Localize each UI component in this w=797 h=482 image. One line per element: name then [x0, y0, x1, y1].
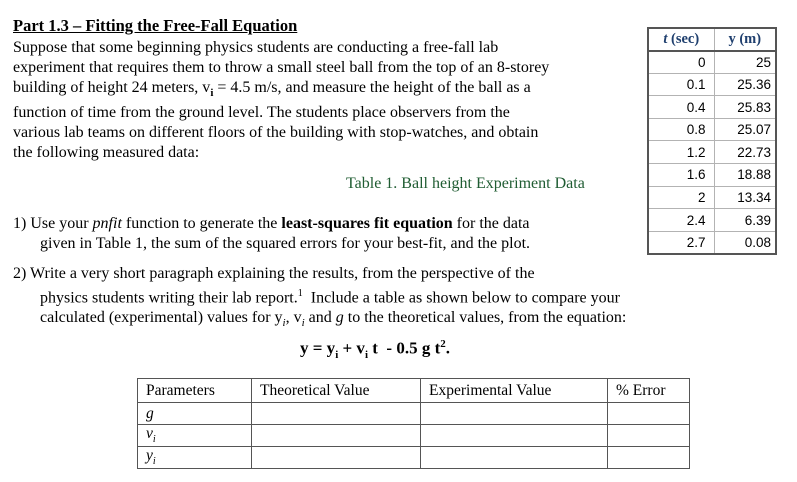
superscript: 2 [440, 338, 446, 350]
intro-line: experiment that requires them to throw a small steel ball from the top of an 8-storey [13, 59, 550, 76]
error-header: % Error [608, 379, 690, 403]
question-1-line [13, 214, 530, 234]
time-cell: 0.1 [648, 73, 714, 96]
empty-value-cell[interactable] [252, 403, 421, 425]
intro-line: Suppose that some beginning physics students are conducting a free-fall lab [13, 39, 499, 56]
empty-value-cell[interactable] [252, 447, 421, 469]
intro-line: various lab teams on different floors of the building with stop-watches, and obtain [13, 124, 539, 142]
subscript: i [282, 317, 286, 330]
q2-text: Include a table as shown below to compare your [302, 289, 620, 307]
table-row [138, 403, 690, 425]
q1-text: for the data [452, 215, 530, 232]
intro-line: function of time from the ground level. The students place observers from the [13, 104, 510, 122]
table-row [648, 96, 776, 119]
q2-text: to the theoretical values, from the equation: [343, 309, 627, 327]
height-header: y (m) [714, 28, 776, 51]
empty-value-cell[interactable] [421, 447, 608, 469]
height-cell: 22.73 [714, 141, 776, 164]
free-fall-equation [300, 338, 450, 361]
time-cell: 2.4 [648, 209, 714, 232]
parameter-symbol: g [146, 404, 154, 422]
q1-text: function to generate the [121, 215, 282, 232]
table-row [648, 73, 776, 96]
experimental-header: Experimental Value [421, 379, 608, 403]
height-cell: 13.34 [714, 186, 776, 209]
question-2-line [13, 308, 626, 333]
empty-value-cell[interactable] [252, 425, 421, 447]
time-cell: 1.2 [648, 141, 714, 164]
subscript: i [335, 349, 339, 362]
subscript: i [152, 434, 156, 446]
height-cell: 25.07 [714, 118, 776, 141]
measured-data-table [647, 27, 777, 255]
subscript: i [301, 317, 305, 330]
q1-text: 1) Use your [13, 215, 93, 232]
empty-value-cell[interactable] [608, 447, 690, 469]
empty-value-cell[interactable] [421, 403, 608, 425]
intro-line [13, 78, 623, 103]
empty-value-cell[interactable] [421, 425, 608, 447]
time-cell: 0.8 [648, 118, 714, 141]
parameter-symbol: v [146, 425, 153, 443]
height-cell: 25.83 [714, 96, 776, 119]
q1-emphasis: least-squares fit equation [281, 215, 453, 232]
comparison-table [137, 378, 690, 469]
q2-text: and [304, 309, 336, 327]
table-row [648, 118, 776, 141]
table-row [648, 51, 776, 74]
table-row [138, 425, 690, 447]
eq-part: y = y [300, 338, 336, 358]
table-header-row [138, 379, 690, 403]
time-cell: 0 [648, 51, 714, 74]
q2-text: , v [285, 309, 302, 327]
q2-text: calculated (experimental) values for y [40, 309, 283, 327]
time-cell: 2.7 [648, 231, 714, 254]
question-1 [13, 214, 530, 254]
intro-line-text: = 4.5 m/s, and measure the height of the ball as a [213, 79, 531, 96]
time-header: t (sec) [648, 28, 714, 51]
q1-function-name: pnfit [92, 215, 122, 232]
table-row [648, 231, 776, 254]
empty-value-cell[interactable] [608, 403, 690, 425]
subscript: i [152, 456, 156, 468]
eq-part: + v [338, 338, 365, 358]
question-2-line [13, 284, 626, 308]
subscript: i [210, 87, 214, 100]
intro-paragraph [13, 38, 623, 163]
height-cell: 18.88 [714, 164, 776, 187]
intro-line: the following measured data: [13, 144, 200, 162]
parameter-cell [138, 447, 252, 469]
table-row [138, 447, 690, 469]
height-cell: 6.39 [714, 209, 776, 232]
question-2-line: 2) Write a very short paragraph explaining the results, from the perspective of the [13, 265, 535, 282]
table-row [648, 141, 776, 164]
parameter-symbol: y [146, 447, 153, 465]
question-1-line: given in Table 1, the sum of the squared errors for your best-fit, and the plot. [40, 235, 531, 252]
table-row [648, 164, 776, 187]
time-cell: 2 [648, 186, 714, 209]
table-caption: Table 1. Ball height Experiment Data [346, 175, 585, 192]
parameter-cell [138, 403, 252, 425]
height-cell: 0.08 [714, 231, 776, 254]
table-header-row [648, 28, 776, 51]
table-row [648, 186, 776, 209]
height-cell: 25 [714, 51, 776, 74]
q2-text: physics students writing their lab report. [40, 289, 298, 307]
height-cell: 25.36 [714, 73, 776, 96]
footnote-marker: 1 [297, 288, 303, 299]
parameters-header: Parameters [138, 379, 252, 403]
question-2 [13, 264, 626, 334]
table-row [648, 209, 776, 232]
parameter-cell [138, 425, 252, 447]
q2-variable: g [335, 309, 344, 327]
time-cell: 1.6 [648, 164, 714, 187]
theoretical-header: Theoretical Value [252, 379, 421, 403]
page-title: Part 1.3 – Fitting the Free-Fall Equation [13, 16, 298, 35]
empty-value-cell[interactable] [608, 425, 690, 447]
time-cell: 0.4 [648, 96, 714, 119]
eq-part: . [445, 338, 450, 358]
eq-part: t - 0.5 g t [368, 338, 441, 358]
subscript: i [364, 349, 368, 362]
intro-line-text: building of height 24 meters, v [13, 79, 211, 96]
